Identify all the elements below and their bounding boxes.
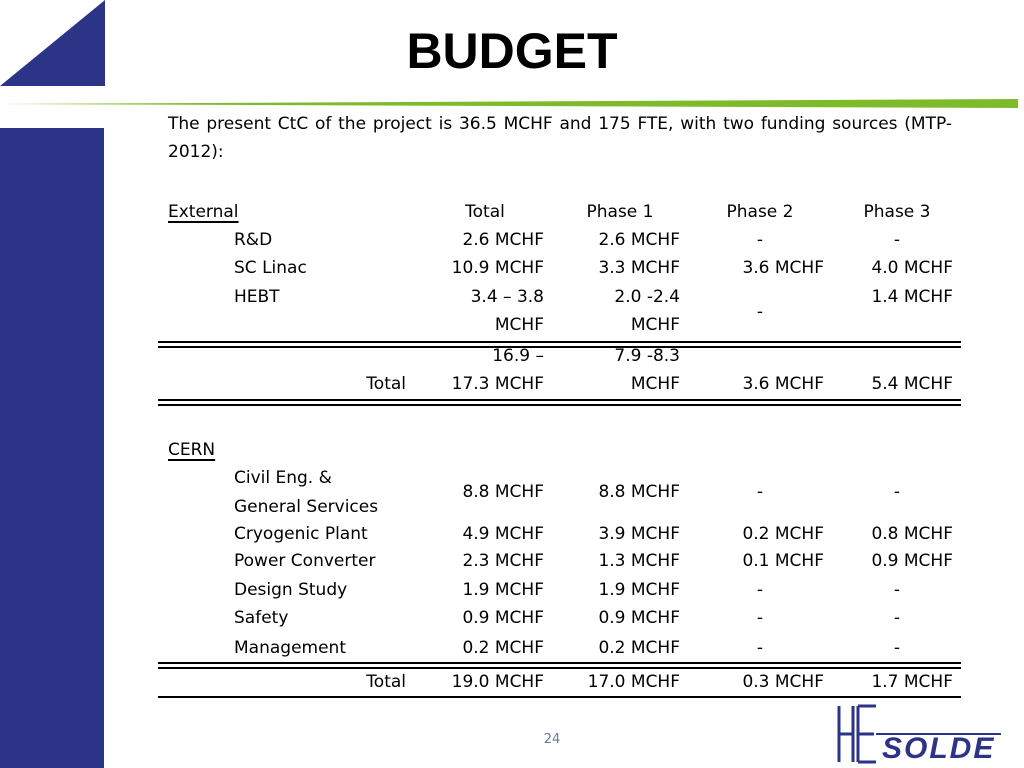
cell-total: 0.9 MCHF [462,608,544,628]
row-name: Design Study [234,580,348,600]
cell-total: 2.6 MCHF [462,230,544,250]
row-name: R&D [234,230,273,250]
row-name-line2: General Services [234,497,379,517]
left-navy-bar [0,128,104,768]
hie-isolde-logo [836,704,1016,764]
cern-total-label: Total [366,672,406,692]
cell-total: 1.9 MCHF [462,580,544,600]
cell-phase2: 0.2 MCHF [742,524,824,544]
table-rule-double [158,662,961,669]
cell-phase2: - [756,638,764,658]
cell-total-line1: 3.4 – 3.8 [470,287,544,307]
row-name: Safety [234,608,289,628]
cell-total: 10.9 MCHF [451,258,544,278]
cell-total-line2: MCHF [494,315,544,335]
row-name-line1: Civil Eng. & [234,468,332,488]
cern-total-total: 19.0 MCHF [451,672,544,692]
cern-total-phase1: 17.0 MCHF [587,672,680,692]
cell-phase1-line2: MCHF [630,315,680,335]
cell-phase3: - [893,482,901,502]
cell-phase3: - [893,580,901,600]
cell-phase1: 1.9 MCHF [598,580,680,600]
header-total: Total [465,202,505,222]
table-rule-double [158,399,961,406]
external-total-line1: 16.9 – [492,346,544,366]
svg-text:SOLDE: SOLDE [882,732,996,764]
cell-total: 2.3 MCHF [462,551,544,571]
external-total-line2: 17.3 MCHF [451,374,544,394]
row-name: Cryogenic Plant [234,524,368,544]
cell-phase2: 0.1 MCHF [742,551,824,571]
cern-total-phase2: 0.3 MCHF [742,672,824,692]
external-phase2-total: 3.6 MCHF [742,374,824,394]
cell-phase1: 8.8 MCHF [598,482,680,502]
header-phase2: Phase 2 [726,202,794,222]
cell-phase1: 3.3 MCHF [598,258,680,278]
cell-phase1: 2.6 MCHF [598,230,680,250]
header-phase1: Phase 1 [586,202,654,222]
cell-phase3: 4.0 MCHF [871,258,953,278]
header-phase3: Phase 3 [863,202,931,222]
external-phase3-total: 5.4 MCHF [871,374,953,394]
cell-phase1-line1: 2.0 -2.4 [614,287,680,307]
table-rule-bottom [158,696,961,698]
external-total-label: Total [366,374,406,394]
cell-phase1: 0.9 MCHF [598,608,680,628]
cell-phase2: 3.6 MCHF [742,258,824,278]
cell-phase3: - [893,230,901,250]
cell-phase2: - [756,608,764,628]
row-name: Management [234,638,346,658]
slide-title: BUDGET [406,23,618,79]
cell-phase3: 1.4 MCHF [871,287,953,307]
cell-phase3: 0.8 MCHF [871,524,953,544]
green-divider-line [0,98,1024,110]
row-name: SC Linac [234,258,307,278]
external-phase1-line1: 7.9 -8.3 [614,346,680,366]
cell-phase2: - [756,580,764,600]
cell-phase3: - [893,608,901,628]
cell-phase3: - [893,638,901,658]
cell-phase3: 0.9 MCHF [871,551,953,571]
cell-phase1: 3.9 MCHF [598,524,680,544]
cell-total: 4.9 MCHF [462,524,544,544]
cell-phase2: - [756,482,764,502]
external-phase1-line2: MCHF [630,374,680,394]
cern-section-label: CERN [168,440,216,460]
cern-total-phase3: 1.7 MCHF [871,672,953,692]
page-number: 24 [543,732,561,747]
external-section-label: External [168,202,239,222]
row-name: Power Converter [234,551,376,571]
cell-phase2: - [756,230,764,250]
row-name: HEBT [234,287,280,307]
cell-phase2: - [756,302,764,322]
intro-paragraph: The present CtC of the project is 36.5 MCHF and 175 FTE, with two funding sources (MTP-2012): [168,114,952,162]
cell-phase1: 1.3 MCHF [598,551,680,571]
cell-total: 0.2 MCHF [462,638,544,658]
cell-phase1: 0.2 MCHF [598,638,680,658]
cell-total: 8.8 MCHF [462,482,544,502]
